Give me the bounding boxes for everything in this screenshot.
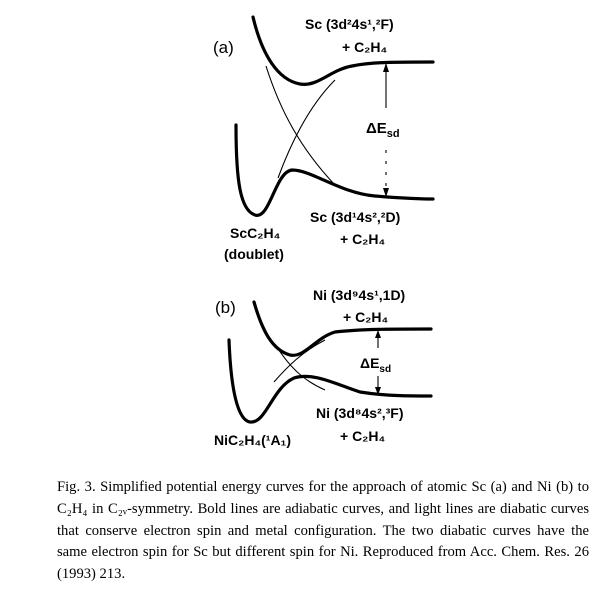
panel-b [214, 287, 431, 448]
panel-b-gap-label: $\Delta E_{sd}$ [360, 355, 392, 375]
panel-b-upper-state-label: Ni (3d⁹4s¹,1D) [313, 287, 406, 303]
panel-b-lower-state-label: Ni (3d⁸4s²,³F) [316, 405, 404, 421]
panel-a-diabatic-curve-2 [278, 80, 335, 178]
panel-a-gap-label: $\Delta E_{sd}$ [366, 120, 400, 140]
figure-caption: Fig. 3. Simplified potential energy curves for the approach of atomic Sc (a) and Ni (b) to C₂H₄ in C₂ᵥ-symmetry. Bold lines are adiabatic curves, and light lines are diabatic curves that conserve electron spin and metal configuration. The two diabatic curves have the same electron spin for Sc but different spin for Ni. Reproduced from Acc. Chem. Res. 26 (1993) 213. [57, 479, 589, 583]
panel-a-label: (a) [213, 38, 234, 57]
panel-a-complex-sublabel: (doublet) [224, 246, 284, 262]
panel-b-label: (b) [215, 298, 236, 317]
panel-b-complex-label: NiC₂H₄(¹A₁) [214, 432, 291, 448]
panel-a-upper-state-sublabel: + C₂H₄ [342, 39, 388, 55]
panel-a [213, 16, 433, 262]
panel-a-lower-state-label: Sc (3d¹4s²,²D) [310, 209, 401, 225]
panel-a-complex-label: ScC₂H₄ [230, 225, 281, 241]
panel-a-upper-state-label: Sc (3d²4s¹,²F) [305, 16, 394, 32]
panel-a-gap-arrowhead-up [383, 63, 389, 72]
panel-b-upper-state-sublabel: + C₂H₄ [343, 309, 389, 325]
panel-b-lower-state-sublabel: + C₂H₄ [340, 428, 386, 444]
panel-a-lower-adiabatic-curve [236, 125, 433, 215]
panel-a-lower-state-sublabel: + C₂H₄ [340, 231, 386, 247]
